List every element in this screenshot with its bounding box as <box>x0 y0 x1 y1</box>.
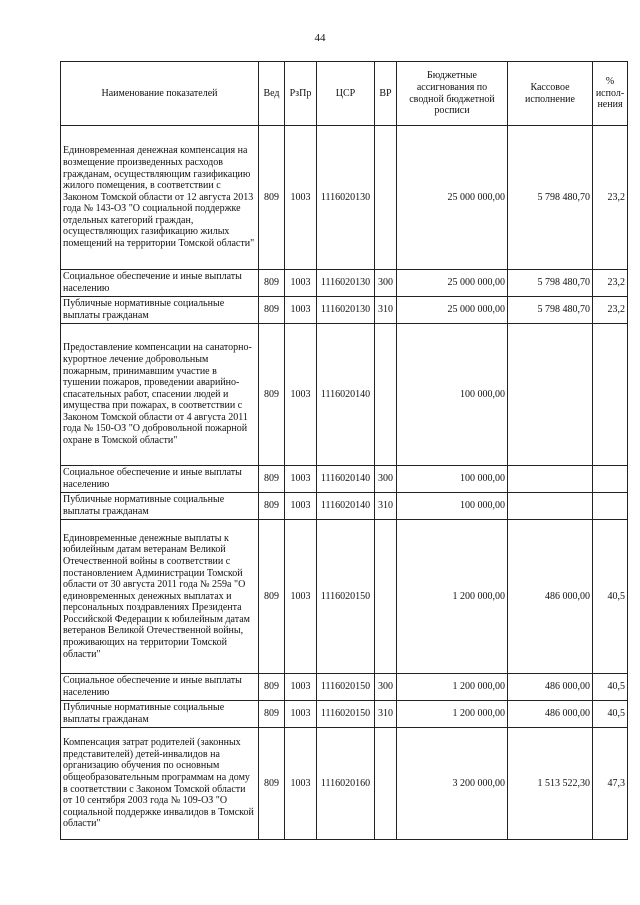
row-name: Публичные нормативные социальные выплаты гражданам <box>61 701 259 728</box>
row-cash: 5 798 480,70 <box>508 297 593 324</box>
table-row <box>61 126 628 270</box>
row-ved: 809 <box>259 520 285 674</box>
row-rzpr: 1003 <box>285 270 317 297</box>
row-csr: 1116020150 <box>317 701 375 728</box>
row-csr: 1116020140 <box>317 466 375 493</box>
row-percent <box>593 493 628 520</box>
row-budget: 1 200 000,00 <box>397 674 508 701</box>
row-name: Единовременные денежные выплаты к юбилейным датам ветеранам Великой Отечественной войны в соответствии с постановлением Администрации Томской области от 30 августа 2011 года № 259а "О единовременных денежных выплатах и персональных поздравлениях Президента Российской Федерации к юбилейным датам ветеранов Великой Отечественной войны, проживающих на территории Томской области" <box>61 520 259 674</box>
row-rzpr: 1003 <box>285 297 317 324</box>
row-csr: 1116020160 <box>317 728 375 840</box>
page-number: 44 <box>314 32 326 44</box>
row-rzpr: 1003 <box>285 674 317 701</box>
table-row <box>61 466 628 493</box>
row-rzpr: 1003 <box>285 466 317 493</box>
row-cash <box>508 493 593 520</box>
row-ved: 809 <box>259 728 285 840</box>
header-ved: Вед <box>259 62 285 126</box>
row-name: Публичные нормативные социальные выплаты гражданам <box>61 297 259 324</box>
row-ved: 809 <box>259 674 285 701</box>
row-rzpr: 1003 <box>285 728 317 840</box>
row-budget: 1 200 000,00 <box>397 701 508 728</box>
row-rzpr: 1003 <box>285 701 317 728</box>
row-cash <box>508 324 593 466</box>
row-budget: 3 200 000,00 <box>397 728 508 840</box>
header-vr: ВР <box>375 62 397 126</box>
header-csr: ЦСР <box>317 62 375 126</box>
row-vr: 310 <box>375 701 397 728</box>
budget-table <box>60 61 628 840</box>
row-percent <box>593 466 628 493</box>
row-ved: 809 <box>259 126 285 270</box>
row-csr: 1116020130 <box>317 270 375 297</box>
row-ved: 809 <box>259 493 285 520</box>
row-percent: 47,3 <box>593 728 628 840</box>
row-csr: 1116020140 <box>317 324 375 466</box>
row-csr: 1116020150 <box>317 520 375 674</box>
header-rzpr: РзПр <box>285 62 317 126</box>
row-cash: 486 000,00 <box>508 520 593 674</box>
row-vr <box>375 126 397 270</box>
row-percent: 40,5 <box>593 701 628 728</box>
row-rzpr: 1003 <box>285 520 317 674</box>
row-vr: 300 <box>375 674 397 701</box>
row-budget: 1 200 000,00 <box>397 520 508 674</box>
table-header-row <box>61 62 628 126</box>
row-vr: 300 <box>375 270 397 297</box>
table-row <box>61 728 628 840</box>
row-percent <box>593 324 628 466</box>
row-budget: 25 000 000,00 <box>397 270 508 297</box>
table-row <box>61 324 628 466</box>
row-budget: 100 000,00 <box>397 466 508 493</box>
row-cash: 5 798 480,70 <box>508 126 593 270</box>
row-cash: 5 798 480,70 <box>508 270 593 297</box>
row-percent: 23,2 <box>593 297 628 324</box>
row-csr: 1116020150 <box>317 674 375 701</box>
row-rzpr: 1003 <box>285 126 317 270</box>
row-percent: 40,5 <box>593 520 628 674</box>
row-cash: 1 513 522,30 <box>508 728 593 840</box>
table-row <box>61 701 628 728</box>
row-name: Компенсация затрат родителей (законных представителей) детей-инвалидов на организацию обучения по основным общеобразовательным программам на дому в соответствии с Законом Томской области от 10 сентября 2003 года № 109-ОЗ "О социальной поддержке инвалидов в Томской области" <box>61 728 259 840</box>
row-vr <box>375 728 397 840</box>
row-ved: 809 <box>259 324 285 466</box>
row-name: Публичные нормативные социальные выплаты гражданам <box>61 493 259 520</box>
row-name: Социальное обеспечение и иные выплаты населению <box>61 674 259 701</box>
header-cash: Кассовое исполнение <box>508 62 593 126</box>
row-percent: 40,5 <box>593 674 628 701</box>
row-vr: 300 <box>375 466 397 493</box>
row-vr: 310 <box>375 297 397 324</box>
table-row <box>61 674 628 701</box>
row-rzpr: 1003 <box>285 324 317 466</box>
row-name: Предоставление компенсации на санаторно-курортное лечение добровольным пожарным, принимавшим участие в тушении пожаров, проведении аварийно-спасательных работ, спасении людей и имущества при пожарах, в соответствии с Законом Томской области от 4 августа 2011 года № 150-ОЗ "О добровольной пожарной охране в Томской области" <box>61 324 259 466</box>
row-ved: 809 <box>259 270 285 297</box>
row-name: Единовременная денежная компенсация на возмещение произведенных расходов гражданам, осуществляющим газификацию жилого помещения, в соответствии с Законом Томской области от 12 августа 2013 года № 143-ОЗ "О социальной поддержке отдельных категорий граждан, осуществляющих газификацию жилых помещений на территории Томской области" <box>61 126 259 270</box>
header-name: Наименование показателей <box>61 62 259 126</box>
row-rzpr: 1003 <box>285 493 317 520</box>
row-cash: 486 000,00 <box>508 701 593 728</box>
row-ved: 809 <box>259 701 285 728</box>
row-vr <box>375 520 397 674</box>
row-cash <box>508 466 593 493</box>
row-csr: 1116020140 <box>317 493 375 520</box>
row-name: Социальное обеспечение и иные выплаты населению <box>61 466 259 493</box>
row-vr: 310 <box>375 493 397 520</box>
row-budget: 100 000,00 <box>397 324 508 466</box>
row-cash: 486 000,00 <box>508 674 593 701</box>
row-csr: 1116020130 <box>317 126 375 270</box>
row-percent: 23,2 <box>593 126 628 270</box>
table-row <box>61 493 628 520</box>
row-budget: 25 000 000,00 <box>397 126 508 270</box>
row-csr: 1116020130 <box>317 297 375 324</box>
row-percent: 23,2 <box>593 270 628 297</box>
table-row <box>61 270 628 297</box>
table-row <box>61 297 628 324</box>
header-budget: Бюджетные ассигнования по сводной бюджетной росписи <box>397 62 508 126</box>
table-row <box>61 520 628 674</box>
row-vr <box>375 324 397 466</box>
row-ved: 809 <box>259 297 285 324</box>
row-budget: 25 000 000,00 <box>397 297 508 324</box>
header-percent: % испол-нения <box>593 62 628 126</box>
row-ved: 809 <box>259 466 285 493</box>
row-name: Социальное обеспечение и иные выплаты населению <box>61 270 259 297</box>
row-budget: 100 000,00 <box>397 493 508 520</box>
